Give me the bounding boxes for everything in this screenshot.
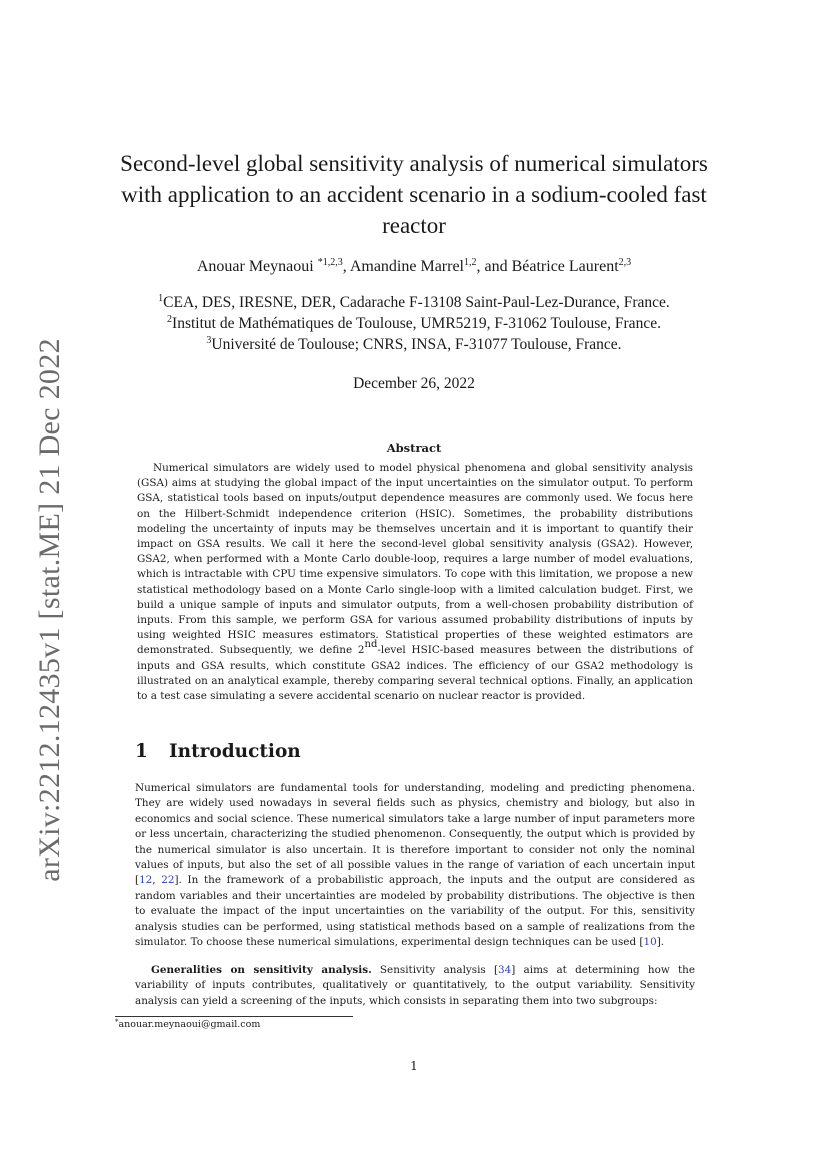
affiliation: $^3$Université de Toulouse; CNRS, INSA, F-31077 Toulouse, France. [206,335,622,353]
section-heading-introduction [135,741,535,762]
paragraph-lead: Generalities on sensitivity analysis. [151,964,372,976]
footnote-rule [115,1016,353,1017]
author-affiliation-marks: *1,2,3 [317,257,343,268]
introduction-paragraph: Numerical simulators are fundamental tools for understanding, modeling and predicting phenomena. They are widely used nowadays in several fields such as physics, chemistry and biology, but also in economics and social science. These numerical simulators take a large number of input parameters more or less uncertain, characterizing the studied phenomenon. Consequently, the output which is provided by the numerical simulator is also uncertain. It is therefore important to consider not only the nominal values of inputs, but also the set of all possible values in the range of variation of each uncertain input [12, 22]. In the framework of a probabilistic approach, the inputs and the output are considered as random variables and their uncertainties are modeled by probability distributions. The objective is then to evaluate the impact of the input uncertainties on the variability of the output. For this, sensitivity analysis studies can be performed, using statistical methods based on a sample of realizations from the simulator. To choose these numerical simulations, experimental design techniques can be used [10]. [135,782,695,949]
citation-link[interactable]: 10 [643,936,657,949]
citation-link[interactable]: 12 [139,874,153,887]
abstract-heading: Abstract [386,441,442,455]
arxiv-sidebar [28,338,72,882]
author-separator: , [342,258,350,275]
author-separator: , and [476,258,512,275]
page-number: 1 [410,1059,418,1073]
footnote-email[interactable]: anouar.meynaoui@gmail.com [118,1019,261,1030]
citation-link[interactable]: 22 [161,874,175,887]
author-name: Amandine Marrel [349,258,464,275]
affiliation-mark: 2 [167,314,173,325]
author-list [100,258,728,276]
affiliation: $^2$Institut de Mathématiques de Toulouse, UMR5219, F-31062 Toulouse, France. [167,314,661,332]
affiliation: $^1$CEA, DES, IRESNE, DER, Cadarache F-13108 Saint-Paul-Lez-Durance, France. [158,293,670,311]
abstract-body: Numerical simulators are widely used to model physical phenomena and global sensitivity analysis (GSA) aims at studying the global impact of the input uncertainties on the simulator output. To perform GSA, statistical tools based on inputs/output dependence measures are commonly used. We focus here on the Hilbert-Schmidt independence criterion (HSIC). Sometimes, the probability distributions modeling the uncertainty of inputs may be themselves uncertain and it is important to quantify their impact on GSA results. We call it here the second-level global sensitivity analysis (GSA2). However, GSA2, when performed with a Monte Carlo double-loop, requires a large number of model evaluations, which is intractable with CPU time expensive simulators. To cope with this limitation, we propose a new statistical methodology based on a Monte Carlo single-loop with a limited calculation budget. First, we build a unique sample of inputs and simulator outputs, from a well-chosen probability distribution of inputs. From this sample, we perform GSA for various assumed probability distributions of inputs by using weighted HSIC measures estimators. Statistical properties of these weighted estimators are demonstrated. Subsequently, we define 2nd-level HSIC-based measures between the distributions of inputs and GSA results, which constitute GSA2 indices. The efficiency of our GSA2 methodology is illustrated on an analytical example, thereby comparing several technical options. Finally, an application to a test case simulating a severe accidental scenario on nuclear reactor is provided. [137,462,693,703]
section-number: 1 [135,741,148,762]
author-name: Anouar Meynaoui [196,258,314,275]
paper-title: Second-level global sensitivity analysis of numerical simulators with application to an accident scenario in a sodium-cooled fast reactor [120,151,708,238]
section-title: Introduction [169,741,301,762]
arxiv-identifier: arXiv:2212.12435v1 [stat.ME] 21 Dec 2022 [33,338,66,882]
introduction-paragraph: Generalities on sensitivity analysis. Sensitivity analysis [34] aims at determining how the variability of inputs contributes, qualitatively or quantitatively, to the output variability. Sensitivity analysis can yield a screening of the inputs, which consists in separating them into two subgroups: [135,964,695,1007]
affiliation-list [100,292,728,355]
affiliation-mark: 3 [206,335,212,346]
author-affiliation-marks: 1,2 [464,257,477,268]
author-name: Béatrice Laurent [511,258,619,275]
affiliation-mark: 1 [158,293,164,304]
citation-link[interactable]: 34 [498,964,512,976]
publication-date: December 26, 2022 [353,375,475,392]
ordinal-superscript: nd [364,639,378,651]
footnote [115,1019,615,1030]
author-affiliation-marks: 2,3 [618,257,632,268]
footnote-mark: * [115,1018,119,1026]
